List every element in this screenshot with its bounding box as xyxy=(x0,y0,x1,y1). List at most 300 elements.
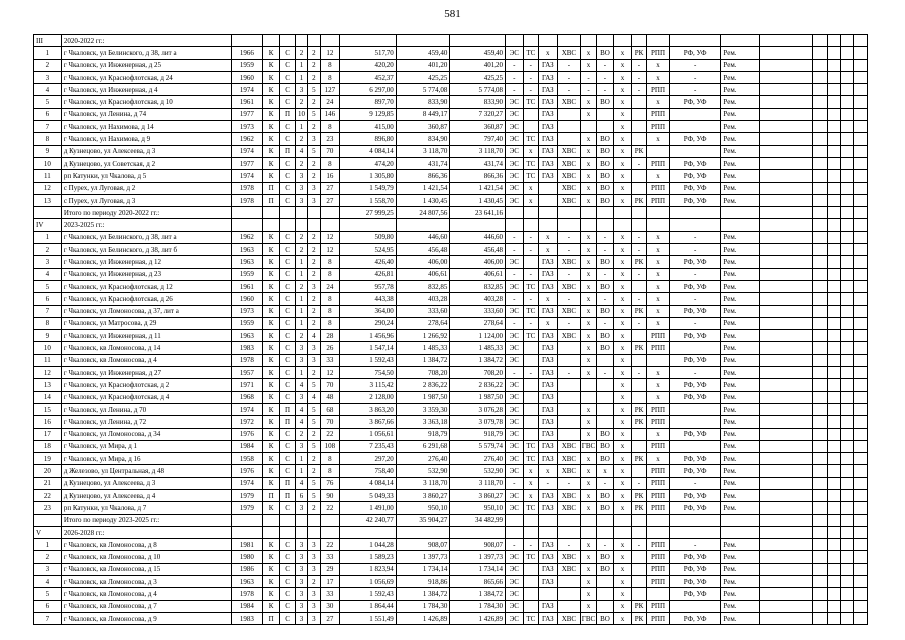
table-cell: С xyxy=(280,194,295,206)
table-cell: х xyxy=(614,133,632,145)
table-row xyxy=(34,440,868,452)
empty-cell xyxy=(827,84,840,96)
section-title: 2026-2028 гг.: xyxy=(61,526,231,538)
table-cell: ТС xyxy=(523,157,538,169)
empty-cell xyxy=(827,563,840,575)
table-cell: 33 xyxy=(320,551,340,563)
table-cell: ХВС xyxy=(557,502,581,514)
table-cell xyxy=(631,576,646,588)
table-cell: ХВС xyxy=(557,453,581,465)
table-cell: - xyxy=(506,244,524,256)
table-cell: г Чкаловск, кв Ломоносова, д 15 xyxy=(61,563,231,575)
table-cell: 9 xyxy=(34,330,62,342)
table-cell: 1959 xyxy=(231,268,262,280)
table-cell: д Кузнецово, ул Советская, д 2 xyxy=(61,157,231,169)
table-cell: Рем. xyxy=(721,268,759,280)
table-cell: х xyxy=(614,145,632,157)
table-cell: 3 079,78 xyxy=(450,416,506,428)
table-cell: К xyxy=(262,502,280,514)
table-cell: 3 363,18 xyxy=(396,416,450,428)
table-cell: х xyxy=(614,576,632,588)
table-cell: ГАЗ xyxy=(539,354,558,366)
table-cell: РПП xyxy=(647,440,670,452)
empty-cell xyxy=(759,588,813,600)
empty-cell xyxy=(450,219,506,231)
table-cell: - xyxy=(506,367,524,379)
table-row xyxy=(34,59,868,71)
table-cell: х xyxy=(523,182,538,194)
table-cell: 406,61 xyxy=(396,268,450,280)
table-cell: 918,79 xyxy=(396,428,450,440)
table-cell: 27 xyxy=(320,194,340,206)
table-cell: 3 xyxy=(308,354,320,366)
table-cell: 1978 xyxy=(231,182,262,194)
empty-cell xyxy=(759,391,813,403)
table-cell: 2 xyxy=(308,293,320,305)
table-cell: К xyxy=(262,551,280,563)
empty-cell xyxy=(614,35,632,47)
table-cell: х xyxy=(614,600,632,612)
table-cell: Рем. xyxy=(721,317,759,329)
empty-cell xyxy=(813,600,827,612)
empty-cell xyxy=(840,35,853,47)
table-cell: 8 xyxy=(320,293,340,305)
table-cell: ЭС xyxy=(506,453,524,465)
table-cell: К xyxy=(262,157,280,169)
table-cell: 832,85 xyxy=(450,280,506,292)
table-cell: 1 xyxy=(295,121,307,133)
empty-cell xyxy=(827,502,840,514)
table-cell xyxy=(631,588,646,600)
table-cell: - xyxy=(557,84,581,96)
table-cell: 48 xyxy=(320,391,340,403)
table-cell: РПП xyxy=(647,600,670,612)
empty-cell xyxy=(614,526,632,538)
table-cell: 3 xyxy=(295,440,307,452)
table-cell: 4 xyxy=(308,391,320,403)
empty-cell xyxy=(840,244,853,256)
table-cell: 3 xyxy=(308,194,320,206)
empty-cell xyxy=(854,145,868,157)
table-cell xyxy=(631,182,646,194)
table-cell: 1 xyxy=(295,293,307,305)
table-cell: 832,85 xyxy=(396,280,450,292)
table-cell: г Чкаловск, кв Ломоносова, д 4 xyxy=(61,354,231,366)
table-cell: х xyxy=(614,293,632,305)
empty-cell xyxy=(854,600,868,612)
empty-cell xyxy=(854,477,868,489)
empty-cell xyxy=(827,293,840,305)
table-cell: К xyxy=(262,133,280,145)
table-cell: 2 xyxy=(295,428,307,440)
empty-cell xyxy=(854,231,868,243)
table-cell: К xyxy=(262,428,280,440)
empty-cell xyxy=(506,526,524,538)
table-cell: - xyxy=(523,84,538,96)
empty-cell xyxy=(721,526,759,538)
table-cell: 833,90 xyxy=(450,96,506,108)
table-cell: 278,64 xyxy=(450,317,506,329)
table-cell: 5 774,08 xyxy=(450,84,506,96)
table-cell: 7 xyxy=(34,305,62,317)
table-cell: С xyxy=(280,182,295,194)
empty-cell xyxy=(813,244,827,256)
table-cell: 3 xyxy=(308,133,320,145)
table-cell: 1974 xyxy=(231,170,262,182)
table-cell: ГАЗ xyxy=(539,121,558,133)
table-cell: ХВС xyxy=(557,47,581,59)
empty-cell xyxy=(827,354,840,366)
empty-cell xyxy=(840,305,853,317)
empty-cell xyxy=(827,194,840,206)
table-row xyxy=(34,268,868,280)
table-cell: х xyxy=(614,268,632,280)
table-cell: ХВС xyxy=(557,157,581,169)
table-cell: х xyxy=(647,280,670,292)
table-cell: Рем. xyxy=(721,440,759,452)
table-cell: РПП xyxy=(647,108,670,120)
table-cell: Рем. xyxy=(721,47,759,59)
empty-cell xyxy=(308,219,320,231)
table-cell: х xyxy=(581,588,596,600)
table-cell: х xyxy=(614,440,632,452)
table-cell: г Чкаловск, ул Нахимова, д 14 xyxy=(61,121,231,133)
empty-cell xyxy=(840,71,853,83)
empty-cell xyxy=(840,170,853,182)
housing-repair-table xyxy=(33,34,868,625)
table-cell: ВО xyxy=(596,440,614,452)
empty-cell xyxy=(539,514,558,526)
table-cell: 3 xyxy=(34,256,62,268)
table-cell: - xyxy=(669,268,721,280)
empty-cell xyxy=(759,539,813,551)
empty-cell xyxy=(840,354,853,366)
table-cell: 443,38 xyxy=(340,293,397,305)
table-cell xyxy=(631,330,646,342)
table-cell: ГАЗ xyxy=(539,563,558,575)
table-cell xyxy=(557,379,581,391)
page-number: 581 xyxy=(444,8,461,20)
empty-cell xyxy=(827,612,840,624)
empty-cell xyxy=(827,133,840,145)
table-cell: 3 xyxy=(295,563,307,575)
table-cell xyxy=(631,354,646,366)
table-cell: ГАЗ xyxy=(539,539,558,551)
table-cell: ГАЗ xyxy=(539,71,558,83)
table-cell: х xyxy=(581,367,596,379)
table-cell: С xyxy=(280,354,295,366)
empty-cell xyxy=(320,207,340,219)
table-cell: - xyxy=(523,317,538,329)
table-cell: К xyxy=(262,170,280,182)
table-cell: К xyxy=(262,121,280,133)
table-cell: К xyxy=(262,84,280,96)
table-cell: 1983 xyxy=(231,612,262,624)
table-cell: ХВС xyxy=(557,182,581,194)
empty-cell xyxy=(614,219,632,231)
empty-cell xyxy=(827,477,840,489)
table-cell: 2 836,22 xyxy=(396,379,450,391)
table-cell: х xyxy=(614,231,632,243)
table-cell: ЭС xyxy=(506,600,524,612)
empty-cell xyxy=(450,526,506,538)
table-cell: ХВС xyxy=(557,145,581,157)
table-cell: 1977 xyxy=(231,157,262,169)
table-cell: К xyxy=(262,71,280,83)
table-cell: 22 xyxy=(320,502,340,514)
table-cell: ЭС xyxy=(506,551,524,563)
table-cell: 1 384,72 xyxy=(396,354,450,366)
table-cell: 3 xyxy=(34,563,62,575)
empty-cell xyxy=(827,379,840,391)
table-cell: - xyxy=(631,293,646,305)
table-cell: 425,25 xyxy=(450,71,506,83)
table-cell: 2 xyxy=(308,465,320,477)
table-cell: ХВС xyxy=(557,256,581,268)
empty-cell xyxy=(854,59,868,71)
empty-cell xyxy=(854,440,868,452)
table-cell: РФ, УФ xyxy=(669,465,721,477)
table-row xyxy=(34,428,868,440)
table-cell: 1 xyxy=(34,539,62,551)
empty-cell xyxy=(523,219,538,231)
table-cell: 3 xyxy=(295,612,307,624)
table-cell: ГАЗ xyxy=(539,576,558,588)
table-cell: 4 xyxy=(295,379,307,391)
table-cell: Рем. xyxy=(721,453,759,465)
table-cell: 6 xyxy=(34,600,62,612)
table-cell: х xyxy=(614,502,632,514)
table-cell: ГАЗ xyxy=(539,403,558,415)
table-row xyxy=(34,121,868,133)
empty-cell xyxy=(840,108,853,120)
table-cell: 4 xyxy=(34,268,62,280)
empty-cell xyxy=(647,526,670,538)
table-cell: 1978 xyxy=(231,194,262,206)
table-cell: г Чкаловск, ул Инженерная, д 25 xyxy=(61,59,231,71)
table-cell: Рем. xyxy=(721,489,759,501)
table-cell: 7 320,27 xyxy=(450,108,506,120)
table-cell: 1 xyxy=(295,59,307,71)
table-cell: ЭС xyxy=(506,305,524,317)
table-cell: К xyxy=(262,244,280,256)
table-cell: ЭС xyxy=(506,330,524,342)
table-cell: 456,48 xyxy=(450,244,506,256)
table-cell: Рем. xyxy=(721,194,759,206)
table-cell: 908,07 xyxy=(396,539,450,551)
empty-cell xyxy=(827,416,840,428)
empty-cell xyxy=(854,35,868,47)
table-cell: х xyxy=(539,293,558,305)
empty-cell xyxy=(759,428,813,440)
table-cell: ХВС xyxy=(557,305,581,317)
table-cell: 1 266,92 xyxy=(396,330,450,342)
table-cell: 1961 xyxy=(231,280,262,292)
empty-cell xyxy=(340,526,397,538)
empty-cell xyxy=(840,465,853,477)
empty-cell xyxy=(854,194,868,206)
table-cell: К xyxy=(262,280,280,292)
empty-cell xyxy=(854,576,868,588)
table-cell: 8 xyxy=(320,465,340,477)
empty-cell xyxy=(759,207,813,219)
empty-cell xyxy=(759,121,813,133)
table-cell: Рем. xyxy=(721,477,759,489)
total-value: 35 904,27 xyxy=(396,514,450,526)
table-cell: 3 xyxy=(295,576,307,588)
empty-cell xyxy=(840,157,853,169)
total-value: 23 641,16 xyxy=(450,207,506,219)
empty-cell xyxy=(813,342,827,354)
table-cell xyxy=(523,588,538,600)
empty-cell xyxy=(827,108,840,120)
table-cell: ГАЗ xyxy=(539,367,558,379)
table-cell: г Чкаловск, кв Ломоносова, д 10 xyxy=(61,551,231,563)
table-cell xyxy=(523,576,538,588)
table-cell: х xyxy=(581,133,596,145)
table-cell: 8 xyxy=(320,157,340,169)
table-cell: 5 xyxy=(308,379,320,391)
table-cell: 2 xyxy=(308,59,320,71)
table-cell: х xyxy=(614,612,632,624)
table-cell: РПП xyxy=(647,416,670,428)
table-cell: Рем. xyxy=(721,244,759,256)
table-cell: 5 xyxy=(34,280,62,292)
table-cell: 2 xyxy=(295,280,307,292)
empty-cell xyxy=(523,526,538,538)
empty-cell xyxy=(581,514,596,526)
table-cell: 333,60 xyxy=(396,305,450,317)
table-cell: х xyxy=(647,293,670,305)
table-cell: К xyxy=(262,465,280,477)
table-cell: х xyxy=(614,354,632,366)
table-cell: - xyxy=(506,59,524,71)
table-cell: 758,40 xyxy=(340,465,397,477)
table-cell: х xyxy=(647,170,670,182)
table-cell: х xyxy=(647,367,670,379)
table-cell: 1960 xyxy=(231,71,262,83)
empty-cell xyxy=(813,108,827,120)
table-cell: х xyxy=(647,305,670,317)
table-cell: 1962 xyxy=(231,231,262,243)
empty-cell xyxy=(827,71,840,83)
table-cell: РК xyxy=(631,489,646,501)
empty-cell xyxy=(631,35,646,47)
table-cell: 957,78 xyxy=(340,280,397,292)
table-cell: 708,20 xyxy=(396,367,450,379)
table-cell: РК xyxy=(631,502,646,514)
table-cell: 1978 xyxy=(231,354,262,366)
table-cell: К xyxy=(262,231,280,243)
table-cell: С xyxy=(280,170,295,182)
table-cell: ГАЗ xyxy=(539,391,558,403)
table-cell: 12 xyxy=(320,231,340,243)
table-cell: 4 xyxy=(34,576,62,588)
table-cell: ТС xyxy=(523,47,538,59)
table-cell xyxy=(631,465,646,477)
table-cell: 1 xyxy=(295,465,307,477)
table-cell: С xyxy=(280,563,295,575)
table-cell: х xyxy=(614,157,632,169)
empty-cell xyxy=(840,194,853,206)
empty-cell xyxy=(827,526,840,538)
table-cell: г Чкаловск, ул Инженерная, д 4 xyxy=(61,84,231,96)
table-cell: 420,20 xyxy=(340,59,397,71)
table-cell: 3 xyxy=(295,600,307,612)
table-cell: х xyxy=(647,244,670,256)
table-cell: х xyxy=(614,563,632,575)
table-cell: ЭС xyxy=(506,256,524,268)
empty-cell xyxy=(759,379,813,391)
empty-cell xyxy=(827,35,840,47)
table-cell: 3 076,28 xyxy=(450,403,506,415)
table-cell: х xyxy=(614,280,632,292)
table-cell: 509,80 xyxy=(340,231,397,243)
table-cell: РК xyxy=(631,145,646,157)
table-cell: 1962 xyxy=(231,133,262,145)
empty-cell xyxy=(854,391,868,403)
table-cell: П xyxy=(280,108,295,120)
table-cell: К xyxy=(262,96,280,108)
empty-cell xyxy=(759,317,813,329)
table-cell: 950,10 xyxy=(450,502,506,514)
table-cell: 1957 xyxy=(231,367,262,379)
table-cell: х xyxy=(581,600,596,612)
table-cell: 1 485,33 xyxy=(396,342,450,354)
table-cell: ВО xyxy=(596,145,614,157)
empty-cell xyxy=(854,121,868,133)
table-cell: 431,74 xyxy=(450,157,506,169)
empty-cell xyxy=(827,47,840,59)
table-cell: 15 xyxy=(34,403,62,415)
table-cell: 459,40 xyxy=(396,47,450,59)
table-cell: 297,20 xyxy=(340,453,397,465)
empty-cell xyxy=(759,453,813,465)
empty-cell xyxy=(840,428,853,440)
table-cell: Рем. xyxy=(721,600,759,612)
table-cell: К xyxy=(262,59,280,71)
empty-cell xyxy=(669,35,721,47)
empty-cell xyxy=(827,330,840,342)
table-cell: 1 592,43 xyxy=(340,354,397,366)
table-row xyxy=(34,465,868,477)
table-cell: 5 774,08 xyxy=(396,84,450,96)
table-cell: Рем. xyxy=(721,108,759,120)
table-cell: - xyxy=(506,317,524,329)
empty-cell xyxy=(759,367,813,379)
table-cell: РФ, УФ xyxy=(669,96,721,108)
empty-cell xyxy=(854,47,868,59)
table-cell: Рем. xyxy=(721,330,759,342)
table-cell: 1971 xyxy=(231,379,262,391)
table-cell: г Чкаловск, ул Инженерная, д 27 xyxy=(61,367,231,379)
table-cell: 1973 xyxy=(231,121,262,133)
table-cell: 360,87 xyxy=(396,121,450,133)
table-cell: К xyxy=(262,305,280,317)
table-cell: г Чкаловск, ул Краснофлотская, д 2 xyxy=(61,379,231,391)
empty-cell xyxy=(295,207,307,219)
table-cell: х xyxy=(647,133,670,145)
table-cell: 2 xyxy=(308,305,320,317)
table-cell: ХВС xyxy=(557,440,581,452)
table-cell: 5 xyxy=(308,84,320,96)
table-cell: х xyxy=(523,145,538,157)
table-cell: 3 xyxy=(295,391,307,403)
empty-cell xyxy=(596,207,614,219)
empty-cell xyxy=(840,440,853,452)
empty-cell xyxy=(295,219,307,231)
table-cell: 517,70 xyxy=(340,47,397,59)
